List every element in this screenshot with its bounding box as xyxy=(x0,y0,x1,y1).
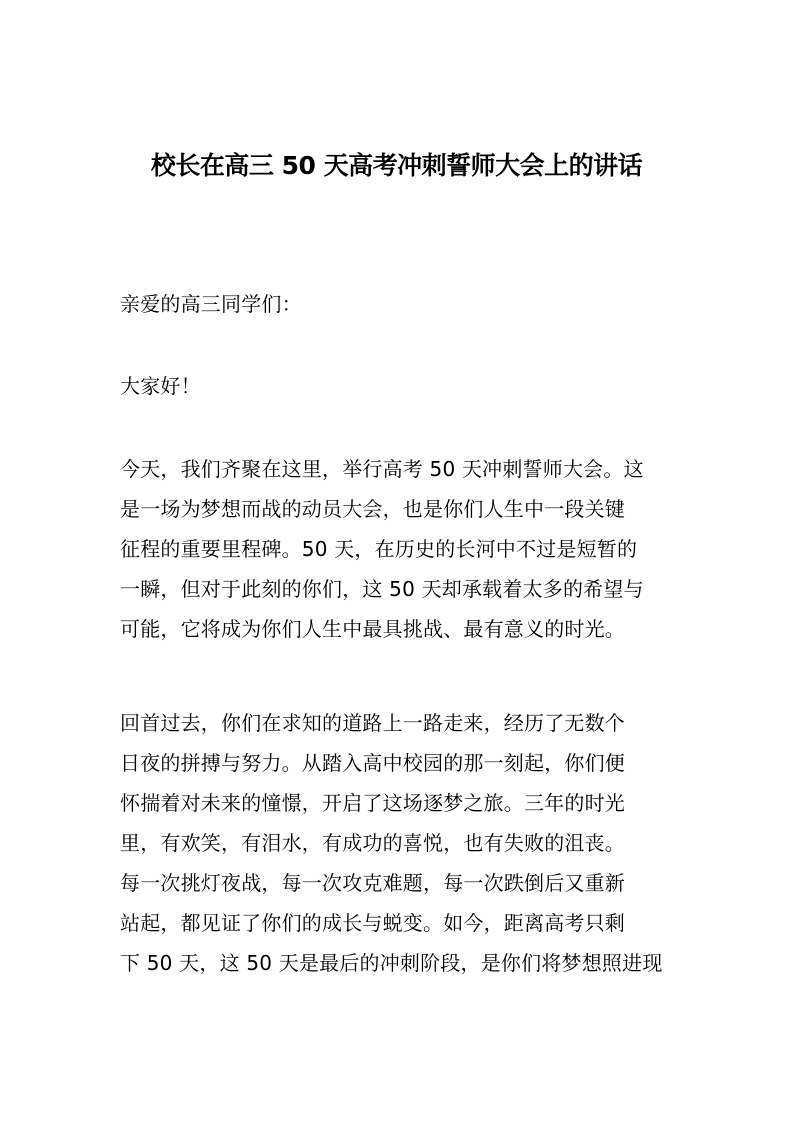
paragraph-text xyxy=(120,449,680,649)
paragraph-line: 下 50 天，这 50 天是最后的冲刺阶段，是你们将梦想照进现 xyxy=(120,951,663,975)
paragraph-line: 每一次挑灯夜战，每一次攻克难题，每一次跌倒后又重新 xyxy=(120,871,625,895)
paragraph-line: 怀揣着对未来的憧憬，开启了这场逐梦之旅。三年的时光 xyxy=(120,791,625,815)
paragraph-line: 是一场为梦想而战的动员大会，也是你们人生中一段关键 xyxy=(120,497,625,521)
paragraph-line: 一瞬，但对于此刻的你们，这 50 天却承载着太多的希望与 xyxy=(120,577,644,601)
paragraph-line: 可能，它将成为你们人生中最具挑战、最有意义的时光。 xyxy=(120,617,625,641)
paragraph-line: 回首过去，你们在求知的道路上一路走来，经历了无数个 xyxy=(120,711,625,735)
paragraph-line: 站起，都见证了你们的成长与蜕变。如今，距离高考只剩 xyxy=(120,911,625,935)
paragraph-text xyxy=(120,703,680,983)
paragraph-2 xyxy=(120,703,680,983)
paragraph-line: 征程的重要里程碑。50 天，在历史的长河中不过是短暂的 xyxy=(120,537,638,561)
greeting-text: 大家好！ xyxy=(120,374,201,398)
salutation-text: 亲爱的高三同学们： xyxy=(120,292,302,316)
paragraph-line: 今天，我们齐聚在这里，举行高考 50 天冲刺誓师大会。这 xyxy=(120,457,644,481)
document-title: 校长在高三 50 天高考冲刺誓师大会上的讲话 xyxy=(150,150,643,180)
paragraph-line: 日夜的拼搏与努力。从踏入高中校园的那一刻起，你们便 xyxy=(120,751,625,775)
salutation xyxy=(120,284,680,324)
paragraph-line: 里，有欢笑，有泪水，有成功的喜悦，也有失败的沮丧。 xyxy=(120,831,625,855)
greeting xyxy=(120,366,680,406)
paragraph-1 xyxy=(120,449,680,649)
